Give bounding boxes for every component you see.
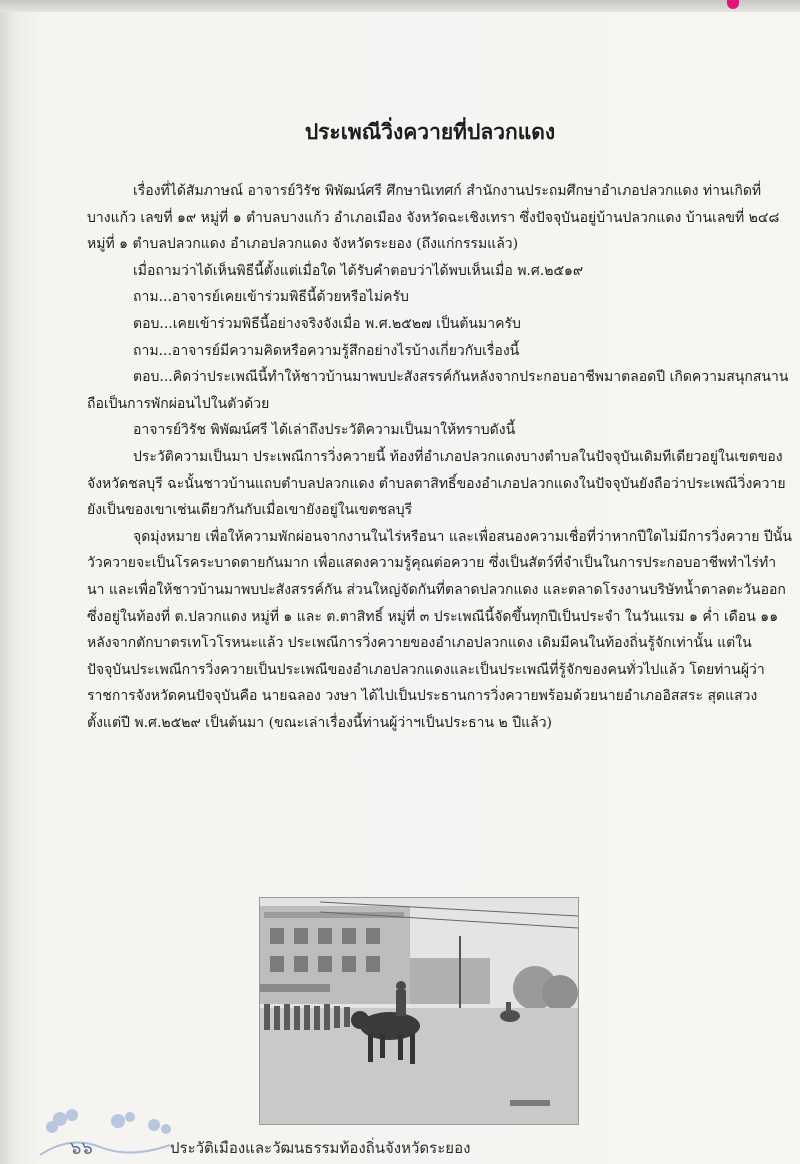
page-title: ประเพณีวิ่งควายที่ปลวกแดง <box>304 119 556 144</box>
paragraph-history-intro: อาจารย์วิรัช พิพัฒน์ศรี ได้เล่าถึงประวัติความเป็นมาให้ทราบดังนี้ <box>133 422 516 439</box>
answer-1: ตอบ...เคยเข้าร่วมพิธีนี้อย่างจริงจังเมื่อ พ.ศ.๒๕๒๗ เป็นต้นมาครับ <box>133 315 521 332</box>
top-edge <box>0 0 800 12</box>
answer-2: ตอบ...คิดว่าประเพณีนี้ทำให้ชาวบ้านมาพบปะสังสรรค์กันหลังจากประกอบอาชีพมาตลอดปี เกิดความสนุกสนานถือเป็นการพักผ่อนไปในตัวด้วย <box>87 369 789 412</box>
buffalo-race-photo <box>259 897 579 1125</box>
paragraph-when: เมื่อถามว่าได้เห็นพิธีนี้ตั้งแต่เมื่อใด ได้รับคำตอบว่าได้พบเห็นเมื่อ พ.ศ.๒๕๑๙ <box>133 262 584 279</box>
question-1: ถาม...อาจารย์เคยเข้าร่วมพิธีนี้ด้วยหรือไม่ครับ <box>133 289 409 306</box>
photo-illustration <box>260 898 578 1124</box>
article-body <box>87 178 792 736</box>
paragraph-history: ประวัติความเป็นมา ประเพณีการวิ่งควายนี้ ท้องที่อำเภอปลวกแดงบางตำบลในปัจจุบันเดิมทีเดียวอยู่ในเขตของจังหวัดชลบุรี ฉะนั้นชาวบ้านแถบตำบลปลวกแดง ตำบลตาสิทธิ์ของอำเภอปลวกแดงในปัจจุบันยังถือว่าประเพณีวิ่งควายยังเป็นของเขาเช่นเดียวกันกับเมื่อเขายังอยู่ในเขตชลบุรี <box>87 448 786 519</box>
paragraph-intro: เรื่องที่ได้สัมภาษณ์ อาจารย์วิรัช พิพัฒน์ศรี ศึกษานิเทศก์ สำนักงานประถมศึกษาอำเภอปลวกแดง ท่านเกิดที่บางแก้ว เลขที่ ๑๙ หมู่ที่ ๑ ตำบลบางแก้ว อำเภอเมือง จังหวัดฉะเชิงเทรา ซึ่งปัจจุบันอยู่บ้านปลวกแดง บ้านเลขที่ ๒๔๘ หมู่ที่ ๑ ตำบลปลวกแดง อำเภอปลวกแดง จังหวัดระยอง (ถึงแก่กรรมแล้ว) <box>87 183 780 253</box>
floral-ornament-icon <box>30 1105 180 1164</box>
paragraph-purpose: จุดมุ่งหมาย เพื่อให้ความพักผ่อนจากงานในไร่หรือนา และเพื่อสนองความเชื่อที่ว่าหากปีใดไม่มีการวิ่งควาย ปีนั้นวัวควายจะเป็นโรคระบาดตายกันมาก เพื่อแสดงความรู้คุณต่อควาย ซึ่งเป็นสัตว์ที่จำเป็นในการประกอบอาชีพทำไร่ทำนา และเพื่อให้ชาวบ้านมาพบปะสังสรรค์กัน ส่วนใหญ่จัดกันที่ตลาดปลวกแดง และตลาดโรงงานบริษัทน้ำตาลตะวันออก ซึ่งอยู่ในท้องที่ ต.ปลวกแดง หมู่ที่ ๑ และ ต.ตาสิทธิ์ หมู่ที่ ๓ ประเพณีนี้จัดขึ้นทุกปีเป็นประจำ ในวันแรม ๑ ค่ำ เดือน ๑๑ หลังจากตักบาตรเทโวโรหนะแล้ว ประเพณีการวิ่งควายของอำเภอปลวกแดง เดิมมีคนในท้องถิ่นรู้จักเท่านั้น แต่ในปัจจุบันประเพณีการวิ่งควายเป็นประเพณีของอำเภอปลวกแดงและเป็นประเพณีที่รู้จักของคนทั่วไปแล้ว โดยท่านผู้ว่าราชการจังหวัดคนปัจจุบันคือ นายฉลอง วงษา ได้ไปเป็นประธานการวิ่งควายพร้อมด้วยนายอำเภออิสสระ สุดแสวง ตั้งแต่ปี พ.ศ.๒๕๒๙ เป็นต้นมา (ขณะเล่าเรื่องนี้ท่านผู้ว่าฯเป็นประธาน ๒ ปีแล้ว) <box>87 528 792 731</box>
question-2: ถาม...อาจารย์มีความคิดหรือความรู้สึกอย่างไรบ้างเกี่ยวกับเรื่องนี้ <box>133 342 520 359</box>
book-title: ประวัติเมืองและวัฒนธรรมท้องถิ่นจังหวัดระยอง <box>170 1139 471 1157</box>
page-number: ๖๖ <box>70 1138 93 1159</box>
